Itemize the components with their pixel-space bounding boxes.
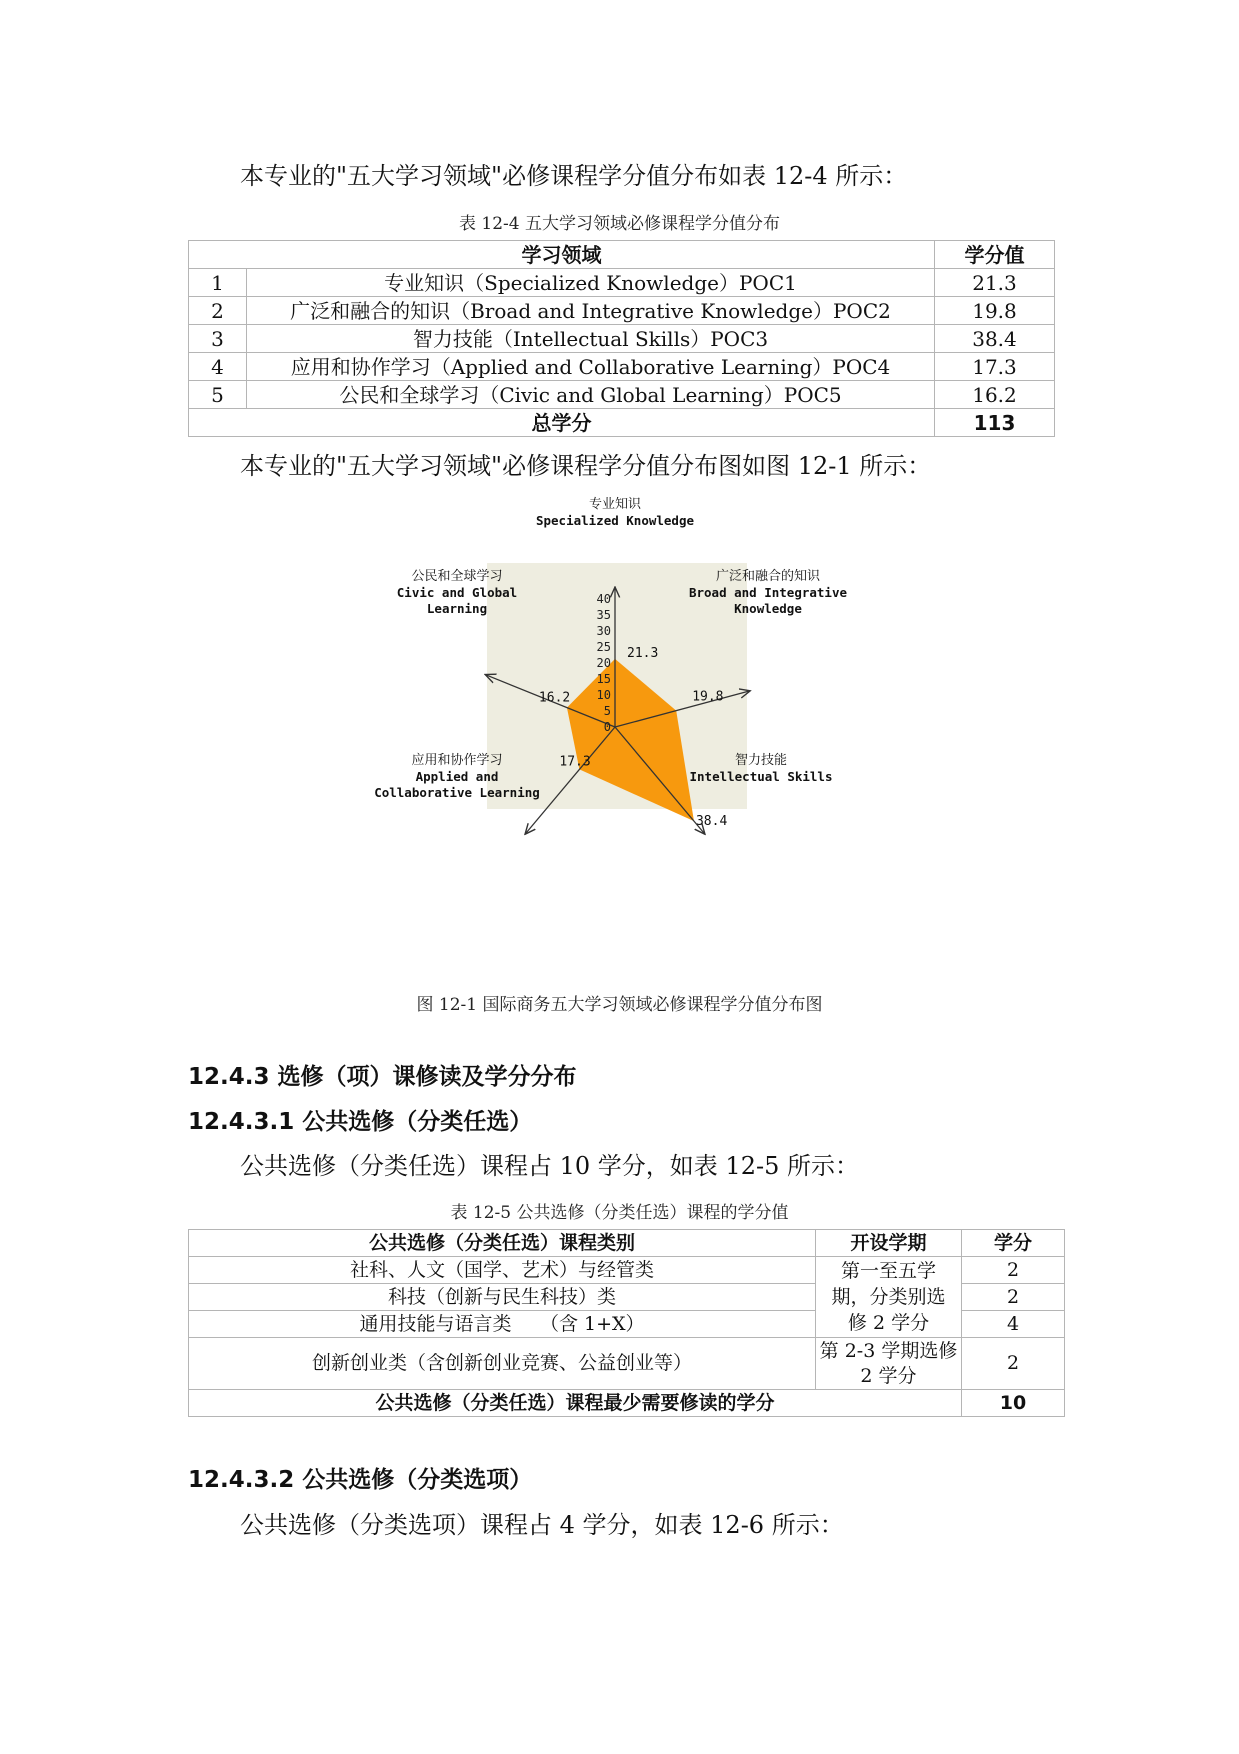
semester-line: 期，分类别选 bbox=[831, 1286, 946, 1308]
table-row bbox=[189, 297, 1055, 325]
tick-label: 5 bbox=[603, 704, 611, 718]
table-row bbox=[189, 353, 1055, 381]
category-label-cn: 广泛和融合的知识 bbox=[715, 569, 821, 584]
category-label-en: Specialized Knowledge bbox=[535, 513, 695, 528]
row-credit: 38.4 bbox=[935, 325, 1055, 353]
data-label: 38.4 bbox=[695, 814, 728, 830]
row-category: 创新创业类（含创新创业竞赛、公益创业等） bbox=[189, 1338, 816, 1390]
semester-line: 第一至五学 bbox=[840, 1260, 936, 1282]
header-semester: 开设学期 bbox=[816, 1230, 962, 1257]
tick-label: 15 bbox=[596, 672, 611, 686]
row-domain: 专业知识（Specialized Knowledge）POC1 bbox=[247, 269, 935, 297]
table-row bbox=[189, 381, 1055, 409]
header-category: 公共选修（分类任选）课程类别 bbox=[189, 1230, 816, 1257]
row-credit: 17.3 bbox=[935, 353, 1055, 381]
category-label-cn: 应用和协作学习 bbox=[411, 753, 503, 768]
table-12-5-caption: 表 12-5 公共选修（分类任选）课程的学分值 bbox=[450, 1203, 789, 1223]
category-label-cn: 专业知识 bbox=[588, 497, 642, 512]
row-domain: 智力技能（Intellectual Skills）POC3 bbox=[247, 325, 935, 353]
row-number: 4 bbox=[189, 353, 247, 381]
tick-label: 35 bbox=[596, 608, 611, 622]
table-row bbox=[189, 325, 1055, 353]
semester-line: 2 学分 bbox=[860, 1364, 917, 1387]
table-row bbox=[189, 1257, 1065, 1284]
table-12-4-caption: 表 12-4 五大学习领域必修课程学分值分布 bbox=[459, 214, 780, 234]
intro-paragraph-3: 公共选修（分类任选）课程占 10 学分，如表 12-5 所示： bbox=[240, 1152, 859, 1180]
row-number: 5 bbox=[189, 381, 247, 409]
row-domain: 公民和全球学习（Civic and Global Learning）POC5 bbox=[247, 381, 935, 409]
table-12-5 bbox=[188, 1229, 1065, 1417]
total-value: 10 bbox=[962, 1390, 1065, 1417]
row-domain: 应用和协作学习（Applied and Collaborative Learning）POC4 bbox=[247, 353, 935, 381]
category-label-en: Civic and Global bbox=[396, 585, 518, 600]
category-label-cn: 智力技能 bbox=[734, 753, 788, 768]
semester-line: 第 2-3 学期选修 bbox=[819, 1339, 958, 1362]
total-value: 113 bbox=[935, 409, 1055, 437]
row-category: 科技（创新与民生科技）类 bbox=[189, 1284, 816, 1311]
row-credit: 16.2 bbox=[935, 381, 1055, 409]
row-category: 通用技能与语言类 （含 1+X） bbox=[189, 1311, 816, 1338]
data-label: 21.3 bbox=[627, 645, 659, 661]
intro-paragraph-1: 本专业的"五大学习领域"必修课程学分值分布如表 12-4 所示： bbox=[240, 162, 908, 190]
intro-paragraph-4: 公共选修（分类选项）课程占 4 学分，如表 12-6 所示： bbox=[240, 1511, 844, 1539]
table-total-row bbox=[189, 1390, 1065, 1417]
data-label: 17.3 bbox=[559, 754, 591, 770]
table-total-row bbox=[189, 409, 1055, 437]
row-category: 社科、人文（国学、艺术）与经管类 bbox=[189, 1257, 816, 1284]
radar-chart bbox=[340, 497, 900, 890]
row-credit: 2 bbox=[962, 1338, 1065, 1390]
intro-paragraph-2: 本专业的"五大学习领域"必修课程学分值分布图如图 12-1 所示： bbox=[240, 452, 932, 480]
semester-cell bbox=[816, 1338, 962, 1390]
category-label-en: Collaborative Learning bbox=[374, 785, 540, 800]
figure-12-1-caption: 图 12-1 国际商务五大学习领域必修课程学分值分布图 bbox=[416, 995, 823, 1015]
data-label: 16.2 bbox=[538, 690, 571, 706]
total-label: 公共选修（分类任选）课程最少需要修读的学分 bbox=[189, 1390, 962, 1417]
header-domain: 学习领域 bbox=[189, 241, 935, 269]
tick-label: 20 bbox=[596, 656, 611, 670]
row-credit: 2 bbox=[962, 1284, 1065, 1311]
row-number: 1 bbox=[189, 269, 247, 297]
header-credit: 学分值 bbox=[935, 241, 1055, 269]
table-header-row bbox=[189, 241, 1055, 269]
category-label-en: Intellectual Skills bbox=[689, 769, 833, 784]
tick-label: 10 bbox=[596, 688, 611, 702]
tick-label: 40 bbox=[596, 592, 611, 606]
category-label-en: Knowledge bbox=[734, 601, 802, 616]
category-label-en: Broad and Integrative bbox=[688, 585, 848, 600]
row-credit: 19.8 bbox=[935, 297, 1055, 325]
table-row bbox=[189, 1338, 1065, 1390]
data-label: 19.8 bbox=[692, 689, 724, 705]
semester-line: 修 2 学分 bbox=[847, 1312, 930, 1334]
category-label-cn: 公民和全球学习 bbox=[411, 569, 503, 584]
row-number: 3 bbox=[189, 325, 247, 353]
total-label: 总学分 bbox=[189, 409, 935, 437]
category-label-en: Learning bbox=[426, 601, 488, 616]
tick-label: 30 bbox=[596, 624, 611, 638]
tick-label: 25 bbox=[596, 640, 611, 654]
row-domain: 广泛和融合的知识（Broad and Integrative Knowledge）POC2 bbox=[247, 297, 935, 325]
table-header-row bbox=[189, 1230, 1065, 1257]
row-number: 2 bbox=[189, 297, 247, 325]
tick-label: 0 bbox=[603, 720, 611, 734]
table-row bbox=[189, 269, 1055, 297]
category-label-en: Applied and bbox=[415, 769, 499, 784]
semester-merged-cell bbox=[816, 1257, 962, 1338]
section-heading-12-4-3-2: 12.4.3.2 公共选修（分类选项） bbox=[188, 1467, 533, 1493]
row-credit: 2 bbox=[962, 1257, 1065, 1284]
section-heading-12-4-3: 12.4.3 选修（项）课修读及学分分布 bbox=[188, 1064, 577, 1090]
header-credit: 学分 bbox=[962, 1230, 1065, 1257]
table-12-4 bbox=[188, 240, 1055, 437]
row-credit: 21.3 bbox=[935, 269, 1055, 297]
row-credit: 4 bbox=[962, 1311, 1065, 1338]
section-heading-12-4-3-1: 12.4.3.1 公共选修（分类任选） bbox=[188, 1109, 533, 1135]
